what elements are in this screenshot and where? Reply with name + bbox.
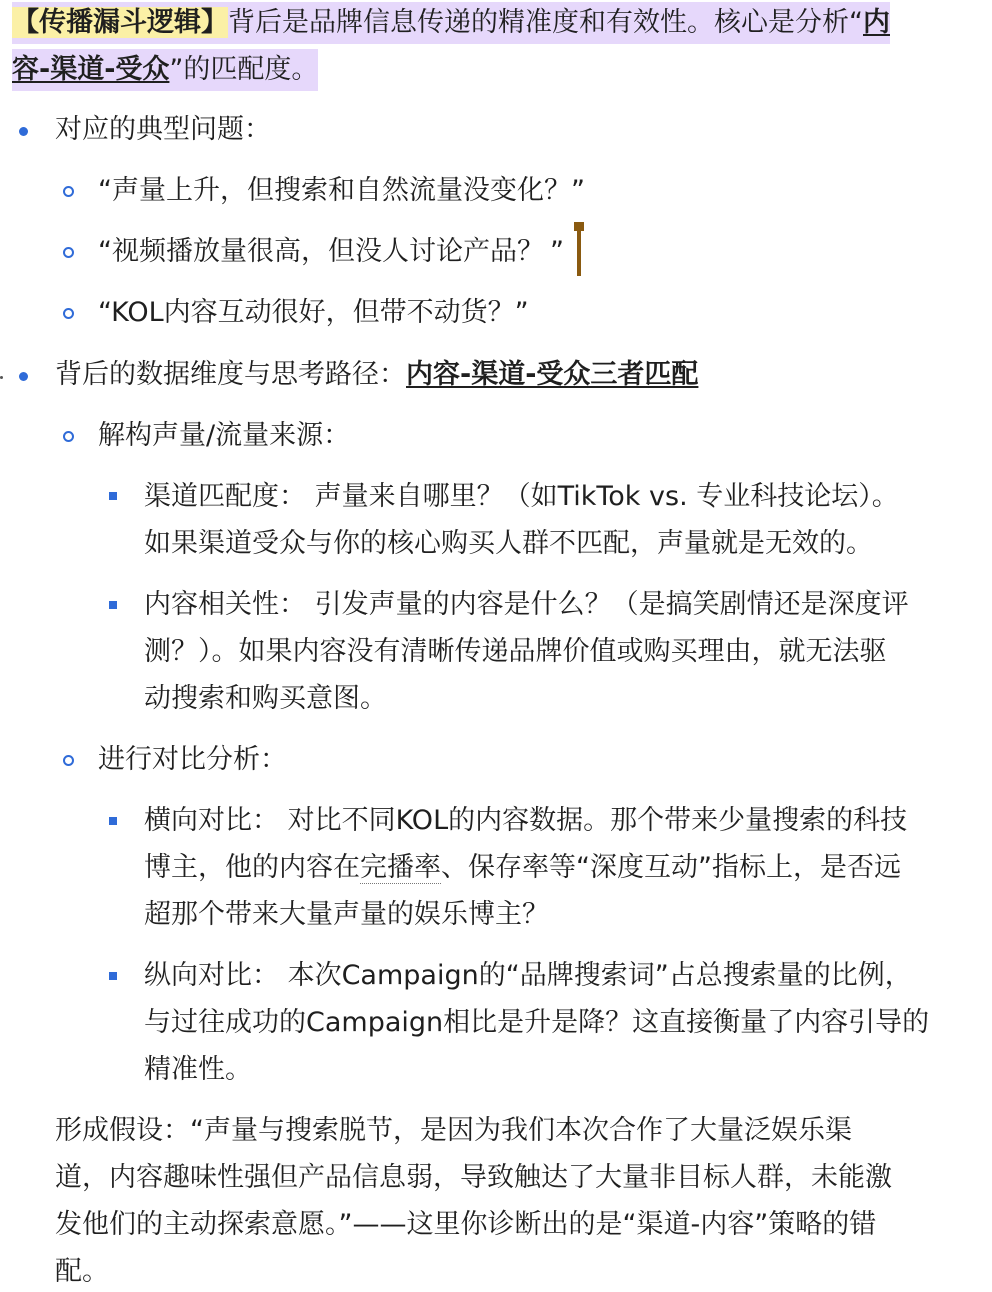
disc-bullet-icon (19, 372, 28, 381)
circle-bullet-icon (63, 308, 74, 319)
point-line: 如果渠道受众与你的核心购买人群不匹配，声量就是无效的。 (144, 528, 873, 559)
heading-text: 背后是品牌信息传递的精准度和有效性。核心是分析“ (228, 7, 863, 38)
sub-item-label: 进行对比分析： (98, 744, 287, 775)
point-text: 博主，他的内容在 (144, 852, 360, 883)
question-text: “视频播放量很高，但没人讨论产品？ (98, 236, 544, 267)
point-line: 精准性。 (144, 1054, 252, 1085)
point-line: 内容相关性： 引发声量的内容是什么？（是搞笑剧情还是深度评 (144, 589, 909, 620)
point-line: 超那个带来大量声量的娱乐博主？ (144, 899, 549, 930)
heading-strong-part1: 内 (863, 7, 890, 38)
hypothesis-line: 形成假设：“声量与搜索脱节，是因为我们本次合作了大量泛娱乐渠 (55, 1115, 852, 1146)
heading-line-1 (12, 2, 890, 44)
point-line: 测？）。如果内容没有清晰传递品牌价值或购买理由，就无法驱 (144, 636, 887, 667)
square-bullet-icon (109, 817, 117, 825)
circle-bullet-icon (63, 186, 74, 197)
question-item: “KOL内容互动很好，但带不动货？” (98, 297, 529, 328)
list-item-label (55, 355, 698, 395)
point-line (144, 848, 901, 888)
edge-marker (0, 376, 3, 379)
circle-bullet-icon (63, 755, 74, 766)
sub-item-label: 解构声量/流量来源： (98, 420, 351, 451)
heading-text-end: ”的匹配度。 (169, 54, 319, 85)
list-item-strong: 内容-渠道-受众三者匹配 (406, 359, 699, 390)
heading-strong-part2: 容-渠道-受众 (12, 54, 170, 85)
point-line: 横向对比： 对比不同KOL的内容数据。那个带来少量搜索的科技 (144, 805, 908, 836)
question-close-quote: ” (550, 236, 564, 267)
hypothesis-line: 配。 (55, 1256, 109, 1287)
question-item (98, 232, 564, 272)
square-bullet-icon (109, 601, 117, 609)
text-cursor (577, 226, 581, 276)
question-item: “声量上升，但搜索和自然流量没变化？” (98, 175, 585, 206)
point-dotted-term: 完播率 (360, 852, 441, 883)
hypothesis-line: 道，内容趣味性强但产品信息弱，导致触达了大量非目标人群，未能激 (55, 1162, 892, 1193)
square-bullet-icon (109, 492, 117, 500)
point-line: 纵向对比： 本次Campaign的“品牌搜索词”占总搜索量的比例， (144, 960, 912, 991)
point-text: 、保存率等“深度互动”指标上，是否远 (441, 852, 901, 883)
list-item-text: 背后的数据维度与思考路径： (55, 359, 406, 390)
heading-tag: 【传播漏斗逻辑】 (12, 7, 228, 38)
disc-bullet-icon (19, 127, 28, 136)
hypothesis-line: 发他们的主动探索意愿。”——这里你诊断出的是“渠道-内容”策略的错 (55, 1209, 877, 1240)
point-line: 与过往成功的Campaign相比是升是降？这直接衡量了内容引导的 (144, 1007, 930, 1038)
square-bullet-icon (109, 972, 117, 980)
circle-bullet-icon (63, 247, 74, 258)
circle-bullet-icon (63, 431, 74, 442)
point-line: 动搜索和购买意图。 (144, 683, 387, 714)
list-item-label: 对应的典型问题： (55, 114, 271, 145)
point-line: 渠道匹配度： 声量来自哪里？（如TikTok vs. 专业科技论坛）。 (144, 481, 899, 512)
heading-line-2 (12, 49, 318, 91)
